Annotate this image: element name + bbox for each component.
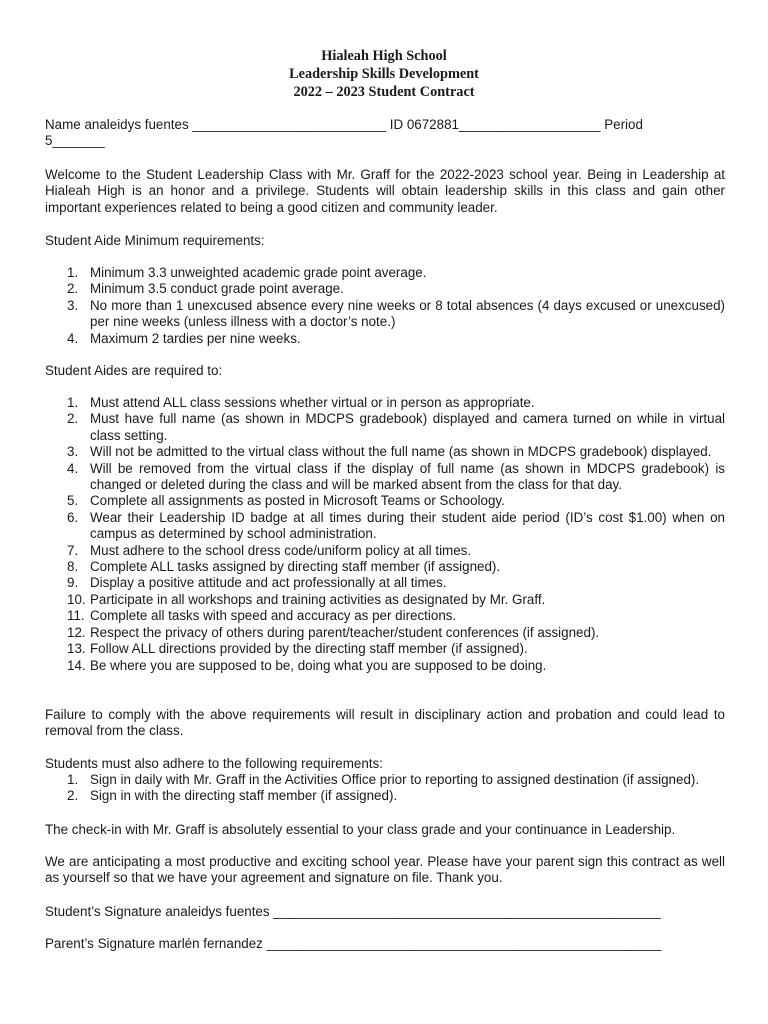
- list-item-number: 4.: [67, 460, 79, 476]
- welcome-paragraph: Welcome to the Student Leadership Class with Mr. Graff for the 2022-2023 school year. Being in Leadership at Hialeah High is an honor and a privilege. Students will obtain leadership skills in this class and gain other important experiences related to being a good citizen and community leader.: [45, 167, 725, 215]
- list-item-text: Sign in daily with Mr. Graff in the Activities Office prior to reporting to assigned destination (if assigned).: [90, 772, 700, 787]
- minimum-requirements-heading: Student Aide Minimum requirements:: [45, 233, 265, 248]
- list-item-text: Follow ALL directions provided by the directing staff member (if assigned).: [90, 641, 528, 657]
- period-value-line: 5_______: [45, 133, 105, 149]
- checkin-paragraph: The check-in with Mr. Graff is absolutely essential to your class grade and your continuance in Leadership.: [45, 822, 676, 837]
- list-item-number: 1.: [67, 772, 79, 787]
- list-item-text: Display a positive attitude and act professionally at all times.: [90, 575, 447, 591]
- list-item-text: Must have full name (as shown in MDCPS gradebook) displayed and camera turned on while in virtual class setting.: [90, 411, 725, 443]
- list-item: [45, 788, 725, 804]
- list-item: [45, 444, 725, 460]
- list-item: [45, 461, 725, 494]
- list-item-text: Respect the privacy of others during parent/teacher/student conferences (if assigned).: [90, 624, 600, 640]
- list-item: [45, 493, 725, 509]
- list-item-number: 11.: [67, 608, 85, 624]
- list-item: [45, 265, 725, 281]
- name-id-period-line: Name analeidys fuentes __________________________ ID 0672881___________________ Period: [45, 117, 643, 132]
- school-name: Hialeah High School: [321, 48, 447, 64]
- list-item-number: 2.: [67, 788, 79, 804]
- student-info: [45, 117, 725, 150]
- list-item-number: 9.: [67, 575, 79, 591]
- parent-signature-line: Parent’s Signature marlén fernandez _____________________________________________________: [45, 936, 662, 951]
- list-item-text: Participate in all workshops and training activities as designated by Mr. Graff.: [90, 591, 546, 607]
- list-item-number: 14.: [67, 657, 86, 673]
- list-item-text: Be where you are supposed to be, doing what you are supposed to be doing.: [90, 657, 547, 673]
- list-item-number: 12.: [67, 624, 86, 640]
- list-item: [45, 331, 725, 347]
- list-item: [45, 559, 725, 575]
- list-item-number: 1.: [67, 395, 79, 410]
- list-item-text: No more than 1 unexcused absence every nine weeks or 8 total absences (4 days excused or unexcused) per nine weeks (unless illness with a doctor’s note.): [90, 297, 725, 330]
- list-item: [45, 395, 725, 411]
- list-item: [45, 641, 725, 657]
- list-item-text: Will not be admitted to the virtual class without the full name (as shown in MDCPS gradebook) displayed.: [90, 444, 712, 460]
- list-item-number: 3.: [67, 297, 79, 313]
- list-item-text: Minimum 3.3 unweighted academic grade point average.: [90, 265, 427, 280]
- list-item: [45, 608, 725, 624]
- additional-requirements-list: [45, 772, 725, 805]
- list-item-text: Must adhere to the school dress code/uniform policy at all times.: [90, 542, 472, 558]
- list-item-number: 13.: [67, 641, 86, 657]
- list-item-text: Sign in with the directing staff member (if assigned).: [90, 788, 398, 804]
- list-item: [45, 411, 725, 444]
- contract-title: 2022 – 2023 Student Contract: [293, 84, 475, 100]
- list-item-number: 7.: [67, 542, 79, 558]
- list-item-text: Maximum 2 tardies per nine weeks.: [90, 330, 301, 346]
- list-item-number: 2.: [67, 411, 79, 427]
- program-title: Leadership Skills Development: [289, 66, 479, 82]
- required-heading: Student Aides are required to:: [45, 363, 223, 378]
- list-item-number: 1.: [67, 265, 79, 280]
- list-item-number: 10.: [67, 591, 86, 607]
- list-item: [45, 625, 725, 641]
- failure-paragraph: Failure to comply with the above requirements will result in disciplinary action and probation and could lead to removal from the class.: [45, 707, 725, 739]
- list-item-number: 5.: [67, 493, 79, 509]
- list-item: [45, 592, 725, 608]
- list-item: [45, 658, 725, 674]
- list-item: [45, 510, 725, 543]
- list-item-number: 8.: [67, 559, 79, 575]
- document-header: [0, 47, 768, 101]
- list-item-number: 3.: [67, 444, 79, 460]
- list-item: [45, 575, 725, 591]
- additional-requirements-heading: Students must also adhere to the following requirements:: [45, 756, 383, 771]
- required-list: [45, 395, 725, 674]
- list-item-text: Wear their Leadership ID badge at all times during their student aide period (ID’s cost $1.00) when on campus as determined by school administration.: [90, 509, 725, 542]
- list-item-text: Must attend ALL class sessions whether virtual or in person as appropriate.: [90, 395, 535, 410]
- closing-paragraph: We are anticipating a most productive and exciting school year. Please have your parent sign this contract as well as yourself so that we have your agreement and signature on file. Thank you.: [45, 854, 725, 886]
- list-item: [45, 298, 725, 331]
- list-item: [45, 543, 725, 559]
- list-item-text: Complete all assignments as posted in Microsoft Teams or Schoology.: [90, 493, 505, 509]
- list-item-text: Complete all tasks with speed and accuracy as per directions.: [90, 608, 457, 624]
- minimum-requirements-list: [45, 265, 725, 347]
- list-item-text: Will be removed from the virtual class if the display of full name (as shown in MDCPS gradebook) is changed or deleted during the class and will be marked absent from the class for that day.: [90, 460, 725, 493]
- list-item-text: Complete ALL tasks assigned by directing staff member (if assigned).: [90, 559, 501, 575]
- list-item-text: Minimum 3.5 conduct grade point average.: [90, 281, 344, 297]
- list-item-number: 6.: [67, 509, 79, 525]
- list-item-number: 4.: [67, 330, 79, 346]
- list-item-number: 2.: [67, 281, 79, 297]
- list-item: [45, 772, 725, 788]
- list-item: [45, 281, 725, 297]
- student-signature-line: Student’s Signature analeidys fuentes ____________________________________________________: [45, 904, 661, 919]
